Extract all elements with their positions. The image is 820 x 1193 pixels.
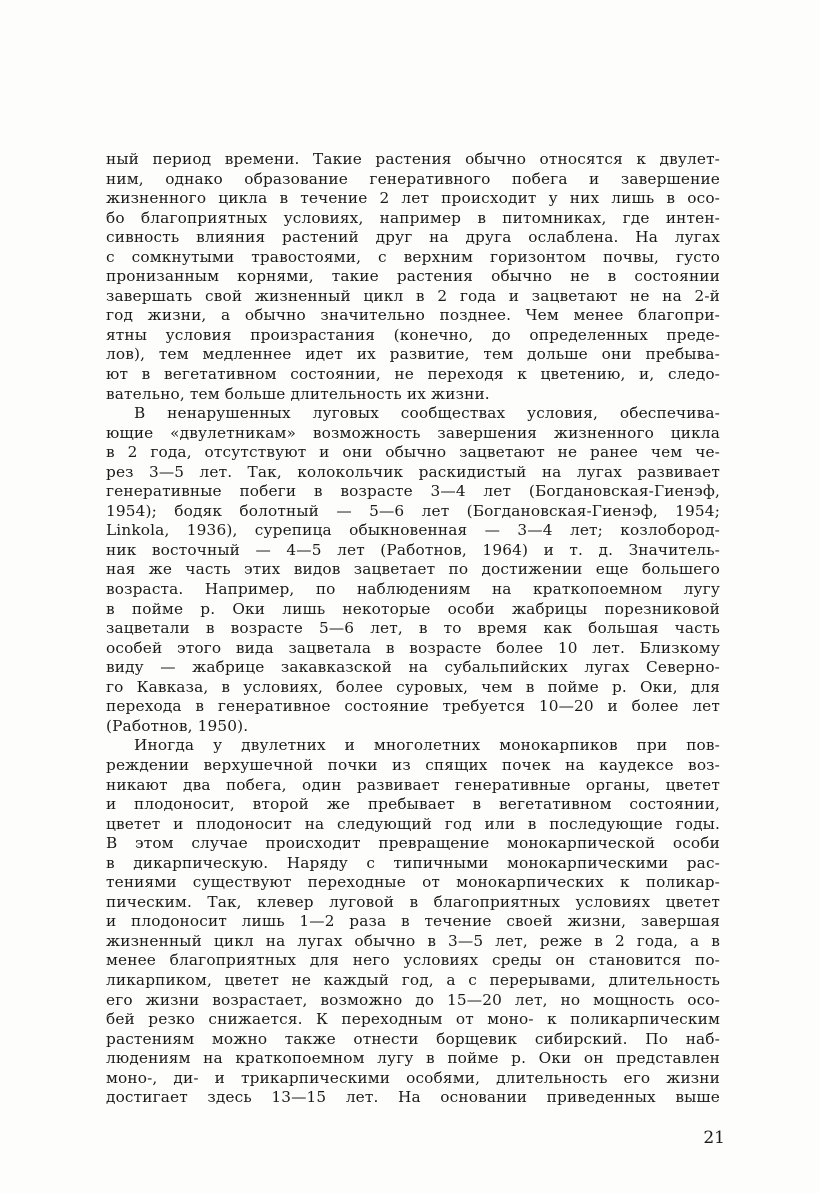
text-line: бо благоприятных условиях, например в питомниках, где интен-	[106, 208, 720, 227]
text-line: ликарпиком, цветет не каждый год, а с перерывами, длительность	[106, 970, 720, 989]
text-line: пронизанным корнями, такие растения обычно не в состоянии	[106, 267, 720, 286]
text-line: и плодоносит, второй же пребывает в вегетативном состоянии,	[106, 795, 720, 814]
text-line: генеративные побеги в возрасте 3—4 лет (Богдановская-Гиенэф,	[106, 482, 720, 501]
text-line: тениями существуют переходные от монокарпических к поликар-	[106, 873, 720, 892]
paragraph	[106, 150, 720, 404]
text-line: ная же часть этих видов зацветает по достижении еще большего	[106, 560, 720, 579]
page-number: 21	[703, 1128, 725, 1148]
body-text	[106, 150, 720, 1108]
text-line: виду — жабрице закавказской на субальпийских лугах Северно-	[106, 658, 720, 677]
paragraph	[106, 736, 720, 1107]
text-line: бей резко снижается. К переходным от моно- к поликарпическим	[106, 1010, 720, 1029]
text-line: ный период времени. Такие растения обычно относятся к двулет-	[106, 150, 720, 168]
text-line: го Кавказа, в условиях, более суровых, чем в пойме р. Оки, для	[106, 677, 720, 696]
text-line: сивность влияния растений друг на друга ослаблена. На лугах	[106, 228, 720, 247]
text-line: никают два побега, один развивает генеративные органы, цветет	[106, 775, 720, 794]
text-line: перехода в генеративное состояние требуется 10—20 и более лет	[106, 697, 720, 716]
text-line: 1954); бодяк болотный — 5—6 лет (Богдановская-Гиенэф, 1954;	[106, 501, 720, 520]
text-line: жизненного цикла в течение 2 лет происходит у них лишь в осо-	[106, 189, 720, 208]
text-line: ют в вегетативном состоянии, не переходя к цветению, и, следо-	[106, 365, 720, 384]
text-line: жизненный цикл на лугах обычно в 3—5 лет, реже в 2 года, а в	[106, 931, 720, 950]
text-line: особей этого вида зацветала в возрасте более 10 лет. Близкому	[106, 638, 720, 657]
text-line: В ненарушенных луговых сообществах условия, обеспечива-	[134, 404, 720, 423]
text-line: его жизни возрастает, возможно до 15—20 лет, но мощность осо-	[106, 990, 720, 1009]
text-line: достигает здесь 13—15 лет. На основании приведенных выше	[106, 1088, 720, 1107]
text-line: и плодоносит лишь 1—2 раза в течение своей жизни, завершая	[106, 912, 720, 931]
text-line: в пойме р. Оки лишь некоторые особи жабрицы порезниковой	[106, 599, 720, 618]
text-line: ним, однако образование генеративного побега и завершение	[106, 169, 720, 188]
text-line: завершать свой жизненный цикл в 2 года и зацветают не на 2-й	[106, 286, 720, 305]
text-line: Иногда у двулетних и многолетних монокарпиков при пов-	[134, 736, 720, 755]
text-line: менее благоприятных для него условиях среды он становится по-	[106, 951, 720, 970]
text-line: с сомкнутыми травостоями, с верхним горизонтом почвы, густо	[106, 247, 720, 266]
text-line: ник восточный — 4—5 лет (Работнов, 1964) и т. д. Значитель-	[106, 540, 720, 559]
text-line: ятны условия произрастания (конечно, до определенных преде-	[106, 325, 720, 344]
text-line: возраста. Например, по наблюдениям на краткопоемном лугу	[106, 580, 720, 599]
text-line: пическим. Так, клевер луговой в благоприятных условиях цветет	[106, 892, 720, 911]
text-line: вательно, тем больше длительность их жизни.	[106, 384, 490, 403]
text-line: В этом случае происходит превращение монокарпической особи	[106, 834, 720, 853]
text-line: (Работнов, 1950).	[106, 716, 249, 735]
text-line: в 2 года, отсутствуют и они обычно зацветают не ранее чем че-	[106, 443, 720, 462]
text-line: людениям на краткопоемном лугу в пойме р. Оки он представлен	[106, 1049, 720, 1068]
text-line: Linkola, 1936), сурепица обыкновенная — 3—4 лет; козлобород-	[106, 521, 720, 540]
text-line: рез 3—5 лет. Так, колокольчик раскидистый на лугах развивает	[106, 462, 720, 481]
text-line: растениям можно также отнести борщевик сибирский. По наб-	[106, 1029, 720, 1048]
text-line: моно-, ди- и трикарпическими особями, длительность его жизни	[106, 1068, 720, 1087]
text-line: ющие «двулетникам» возможность завершения жизненного цикла	[106, 423, 720, 442]
text-line: в дикарпическую. Наряду с типичными монокарпическими рас-	[106, 853, 720, 872]
paragraph	[106, 404, 720, 736]
text-line: год жизни, а обычно значительно позднее. Чем менее благопри-	[106, 306, 720, 325]
text-line: зацветали в возрасте 5—6 лет, в то время как большая часть	[106, 619, 720, 638]
text-line: лов), тем медленнее идет их развитие, тем дольше они пребыва-	[106, 345, 720, 364]
text-line: реждении верхушечной почки из спящих почек на каудексе воз-	[106, 755, 720, 774]
text-line: цветет и плодоносит на следующий год или в последующие годы.	[106, 814, 720, 833]
